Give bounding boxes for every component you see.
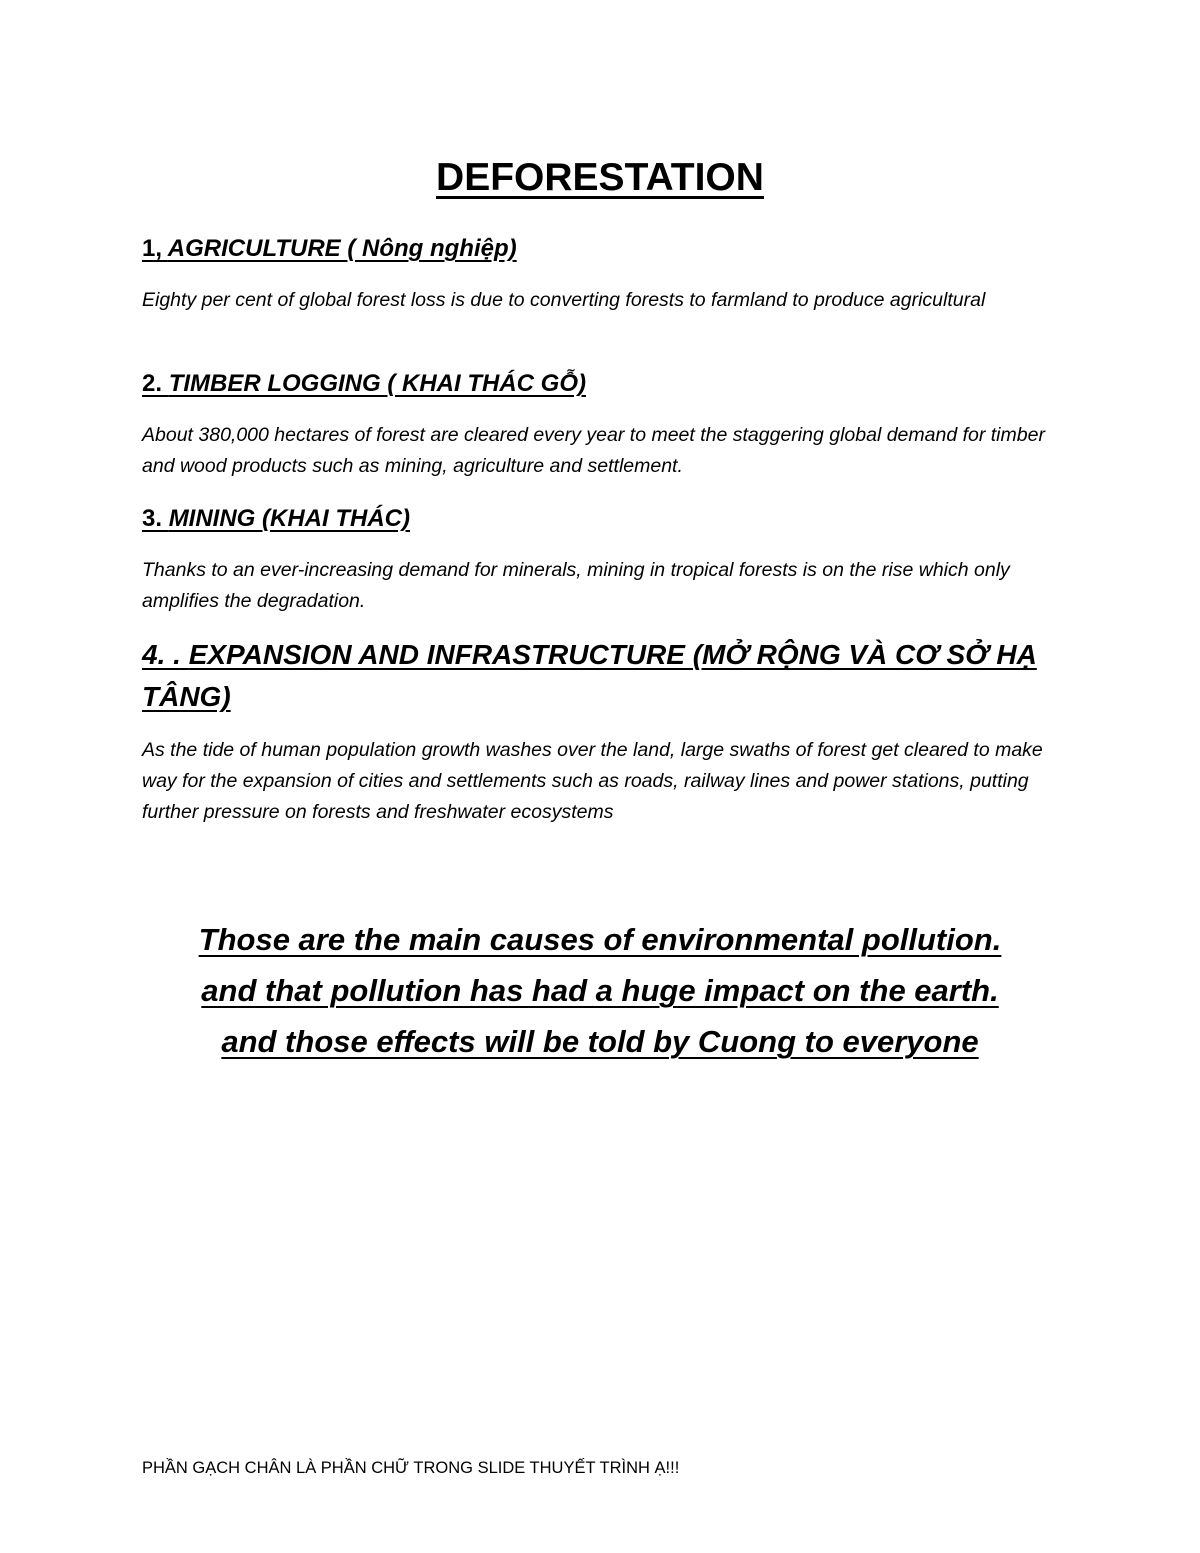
section-heading-text: AGRICULTURE ( Nông nghiệp) — [167, 235, 517, 262]
section-heading-text: MINING (KHAI THÁC) — [168, 505, 410, 532]
section-number: 1, — [142, 235, 163, 262]
conclusion-line: Those are the main causes of environmental pollution. — [198, 922, 1002, 957]
section-number: 3. — [142, 505, 163, 532]
section-body-agriculture: Eighty per cent of global forest loss is due to converting forests to farmland to produce agricultural — [142, 289, 986, 311]
section-heading-mining — [142, 503, 410, 535]
section-body-mining: Thanks to an ever-increasing demand for minerals, mining in tropical forests is on the rise which only amplifies the degradation. — [142, 559, 1010, 612]
conclusion-block — [0, 914, 1200, 1067]
footer-note: PHẦN GẠCH CHÂN LÀ PHẦN CHỮ TRONG SLIDE THUYẾT TRÌNH Ạ!!! — [142, 1459, 680, 1477]
section-heading-timber-logging — [142, 368, 586, 400]
section-heading-agriculture — [142, 233, 517, 265]
page-title: DEFORESTATION — [436, 156, 764, 199]
section-body-timber-logging: About 380,000 hectares of forest are cleared every year to meet the staggering global demand for timber and wood products such as mining, agriculture and settlement. — [142, 424, 1045, 477]
section-number: 4. . — [142, 639, 181, 670]
section-number: 2. — [142, 370, 163, 397]
section-heading-text: TIMBER LOGGING ( KHAI THÁC GỖ) — [168, 370, 586, 397]
section-heading-text: EXPANSION AND INFRASTRUCTURE (MỞ RỘNG VÀ CƠ SỞ HẠ TÂNG) — [142, 639, 1037, 712]
conclusion-line: and that pollution has had a huge impact on the earth. — [201, 973, 999, 1008]
conclusion-line: and those effects will be told by Cuong to everyone — [221, 1024, 979, 1059]
section-heading-expansion-infrastructure — [142, 634, 1042, 718]
section-body-expansion-infrastructure: As the tide of human population growth washes over the land, large swaths of forest get cleared to make way for the expansion of cities and settlements such as roads, railway lines and power stations, putting further pressure on forests and freshwater ecosystems — [142, 739, 1043, 823]
